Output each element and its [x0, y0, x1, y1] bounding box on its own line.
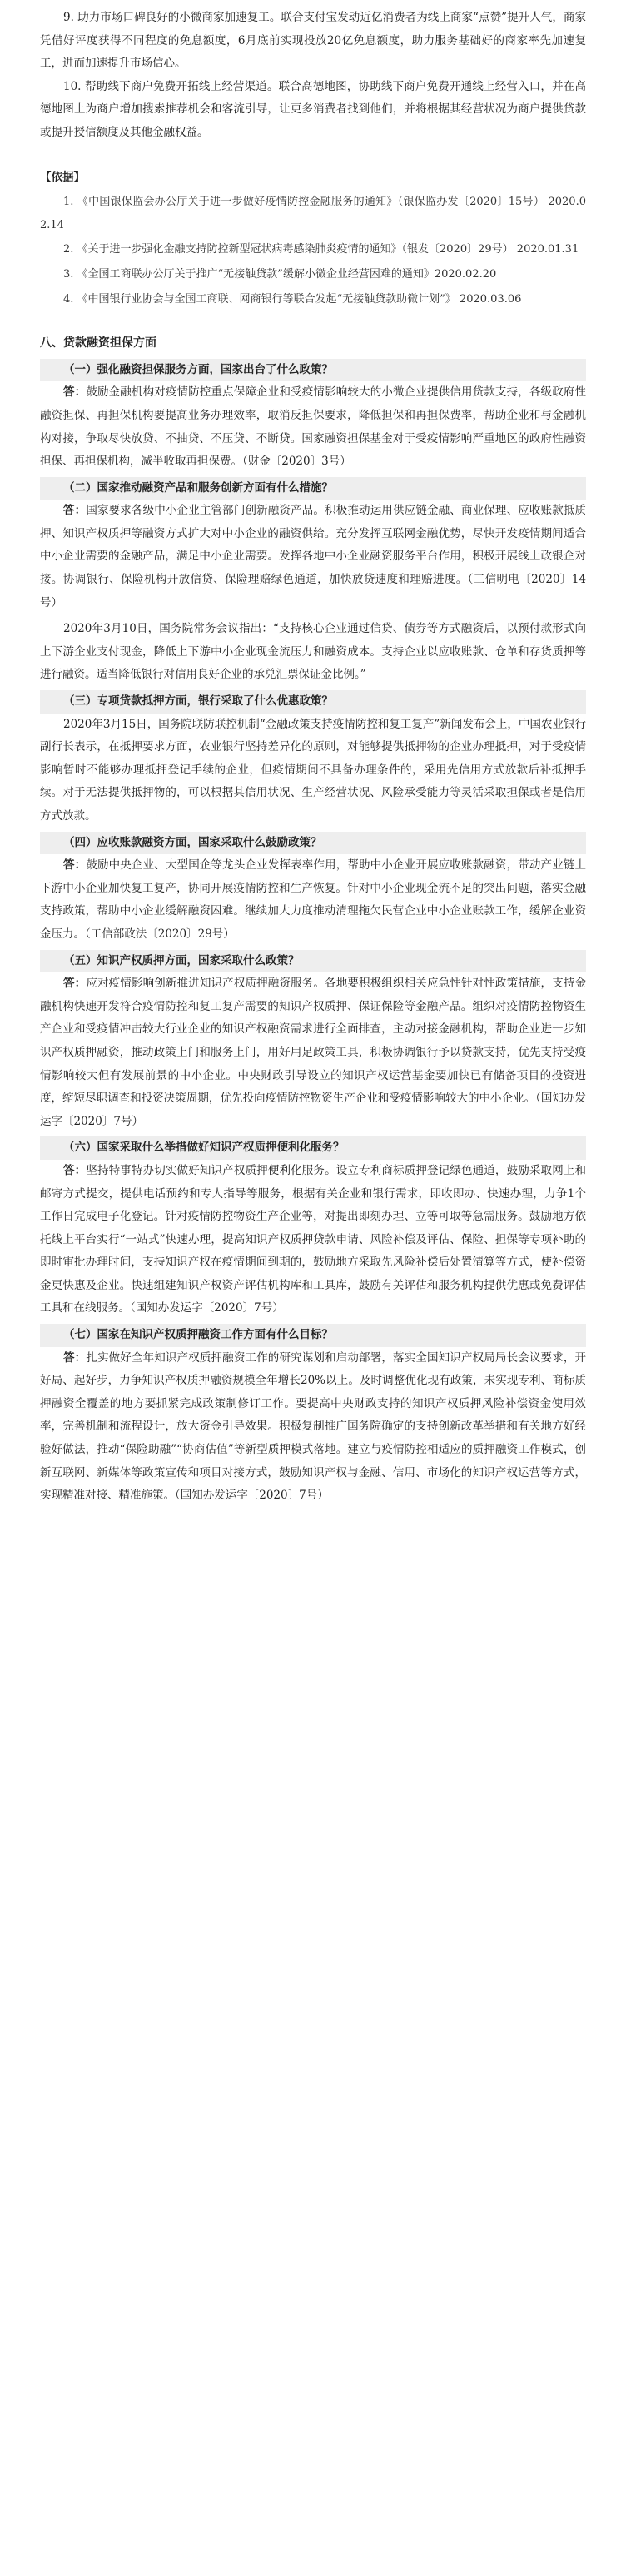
section-heading: 八、贷款融资担保方面 [40, 336, 156, 351]
question-5: （五）知识产权质押方面，国家采取什么政策？ [40, 950, 586, 973]
question-1: （一）强化融资担保服务方面，国家出台了什么政策？ [40, 359, 586, 382]
answer-6: 答：坚持特事特办切实做好知识产权质押便利化服务。设立专利商标质押登记绿色通道，鼓励采取网上和邮寄方式提交，提供电话预约和专人指导等服务，根据有关企业和银行需求，即收即办、快速办理，力争1个工作日完成电子化登记。针对疫情防控物资生产企业等，对提出即刻办理、立等可取等急需服务。鼓励地方依托线上平台实行“一站式”快速办理，提高知识产权质押贷款申请、风险补偿及评估、保险、担保等专项补助的即时审批办理时间，支持知识产权在疫情期间到期的，鼓励地方采取先风险补偿后处置清算等方式，使补偿资金更快惠及企业。快速组建知识产权资产评估机构库和工具库，鼓励有关评估和服务机构提供优惠或免费评估工具和在线服务。（国知办发运字〔2020〕7号） [40, 1163, 587, 1315]
answer-3: 2020年3月15日，国务院联防联控机制“金融政策支持疫情防控和复工复产”新闻发布会上，中国农业银行副行长表示，在抵押要求方面，农业银行坚持差异化的原则，对能够提供抵押物的企业办理抵押，对于受疫情影响暂时不能够办理抵押登记手续的企业，但疫情期间不具备办理条件的，采用先信用方式放款后补抵押手续。对于无法提供抵押物的，可以根据其信用状况、生产经营状况、风险承受能力等灵活采取担保或者是信用方式放款。 [40, 717, 586, 823]
answer-2-paragraph-2: 2020年3月10日，国务院常务会议指出：“支持核心企业通过信贷、债券等方式融资后，以预付款形式向上下游企业支付现金，降低上下游中小企业现金流压力和融资成本。支持企业以应收账款、仓单和存货质押等进行融资。适当降低银行对信用良好企业的承兑汇票保证金比例。” [40, 622, 586, 682]
answer-1: 答：鼓励金融机构对疫情防控重点保障企业和受疫情影响较大的小微企业提供信用贷款支持，各级政府性融资担保、再担保机构要提高业务办理效率，取消反担保要求，降低担保和再担保费率，帮助企业和与金融机构对接，争取尽快放贷、不抽贷、不压贷、不断贷。国家融资担保基金对于受疫情影响严重地区的政府性融资担保、再担保机构，减半收取再担保费。（财金〔2020〕3号） [40, 385, 587, 469]
answer-5: 答：应对疫情影响创新推进知识产权质押融资服务。各地要积极组织相关应急性针对性政策措施，支持金融机构快速开发符合疫情防控和复工复产需要的知识产权质押、保证保险等金融产品。组织对疫情防控物资生产企业和受疫情冲击较大行业企业的知识产权融资需求进行全面排查，主动对接金融机构，帮助企业进一步知识产权质押融资，推动政策上门和服务上门，用好用足政策工具，积极协调银行予以贷款支持，优先支持受疫情影响较大但有发展前景的中小企业。中央财政引导设立的知识产权运营基金要加快已有储备项目的投资进度，缩短尽职调查和投资决策周期，优先投向疫情防控物资生产企业和受疫情影响较大的中小企业。（国知办发运字〔2020〕7号） [40, 977, 587, 1128]
intro-paragraph-9: 9. 助力市场口碑良好的小微商家加速复工。联合支付宝发动近亿消费者为线上商家“点赞”提升人气，商家凭借好评度获得不同程度的免息额度，6月底前实现投放20亿免息额度，助力服务基础好的商家率先加速复工，进而加速提升市场信心。 [40, 11, 586, 71]
basis-item-1: 1. 《中国银保监会办公厅关于进一步做好疫情防控金融服务的通知》（银保监办发〔2020〕15号） 2020.02.14 [40, 196, 586, 231]
answer-label: 答： [63, 1350, 87, 1365]
basis-block [40, 167, 586, 311]
answer-label: 答： [63, 504, 87, 518]
question-2: （二）国家推动融资产品和服务创新方面有什么措施？ [40, 477, 586, 500]
answer-label: 答： [63, 1163, 87, 1177]
answer-4: 答：鼓励中央企业、大型国企等龙头企业发挥表率作用，帮助中小企业开展应收账款融资，带动产业链上下游中小企业加快复工复产，协同开展疫情防控和生产恢复。针对中小企业现金流不足的突出问题，落实金融支持政策，帮助中小企业缓解融资困难。继续加大力度推动清理拖欠民营企业中小企业账款工作，缓解企业资金压力。（工信部政法〔2020〕29号） [40, 858, 587, 941]
basis-item-2: 2. 《关于进一步强化金融支持防控新型冠状病毒感染肺炎疫情的通知》（银发〔2020〕29号） 2020.01.31 [63, 243, 579, 256]
question-4: （四）应收账款融资方面，国家采取什么鼓励政策？ [40, 832, 586, 855]
answer-2: 答：国家要求各级中小企业主管部门创新融资产品。积极推动运用供应链金融、商业保理、应收账款抵质押、知识产权质押等融资方式扩大对中小企业的融资供给。充分发挥互联网金融优势，尽快开发疫情期间适合中小企业需要的金融产品，满足中小企业需要。发挥各地中小企业融资服务平台作用，积极开展线上政银企对接。协调银行、保险机构开放信贷、保险理赔绿色通道，加快放贷速度和理赔进度。（工信明电〔2020〕14号） [40, 504, 587, 609]
question-6: （六）国家采取什么举措做好知识产权质押便利化服务？ [40, 1136, 586, 1160]
question-3: （三）专项贷款抵押方面，银行采取了什么优惠政策？ [40, 690, 586, 714]
answer-label: 答： [63, 385, 87, 400]
answer-label: 答： [63, 977, 87, 991]
basis-title: 【依据】 [40, 170, 85, 184]
answer-7: 答：扎实做好全年知识产权质押融资工作的研究谋划和启动部署，落实全国知识产权局局长会议要求，开好局、起好步，力争知识产权质押融资规模全年增长20%以上。及时调整优化现有政策，未实现专利、商标质押融资全覆盖的地方要抓紧完成政策制修订工作。要提高中央财政支持的知识产权质押风险补偿资金使用效率，完善机制和流程设计，放大资金引导效果。积极复制推广国务院确定的支持创新改革举措和有关地方好经验好做法，推动“保险助融”“协商估值”等新型质押模式落地。建立与疫情防控相适应的质押融资工作模式，创新互联网、新媒体等政策宣传和项目对接方式，鼓励知识产权与金融、信用、市场化的知识产权运营等方式，实现精准对接、精准施策。（国知办发运字〔2020〕7号） [40, 1350, 587, 1503]
question-7: （七）国家在知识产权质押融资工作方面有什么目标？ [40, 1324, 586, 1347]
basis-item-4: 4. 《中国银行业协会与全国工商联、网商银行等联合发起“无接触贷款助微计划”》 2020.03.06 [63, 292, 522, 306]
basis-item-3: 3. 《全国工商联办公厅关于推广“无接触贷款”缓解小微企业经营困难的通知》2020.02.20 [63, 267, 497, 281]
answer-label: 答： [63, 858, 87, 873]
loan-financing-section [40, 332, 586, 1508]
intro-paragraph-10: 10. 帮助线下商户免费开拓线上经营渠道。联合高德地图，协助线下商户免费开通线上经营入口，并在高德地图上为商户增加搜索推荐机会和客流引导，让更多消费者找到他们，并将根据其经营状况为商户提供贷款或提升授信额度及其他金融权益。 [40, 79, 586, 139]
